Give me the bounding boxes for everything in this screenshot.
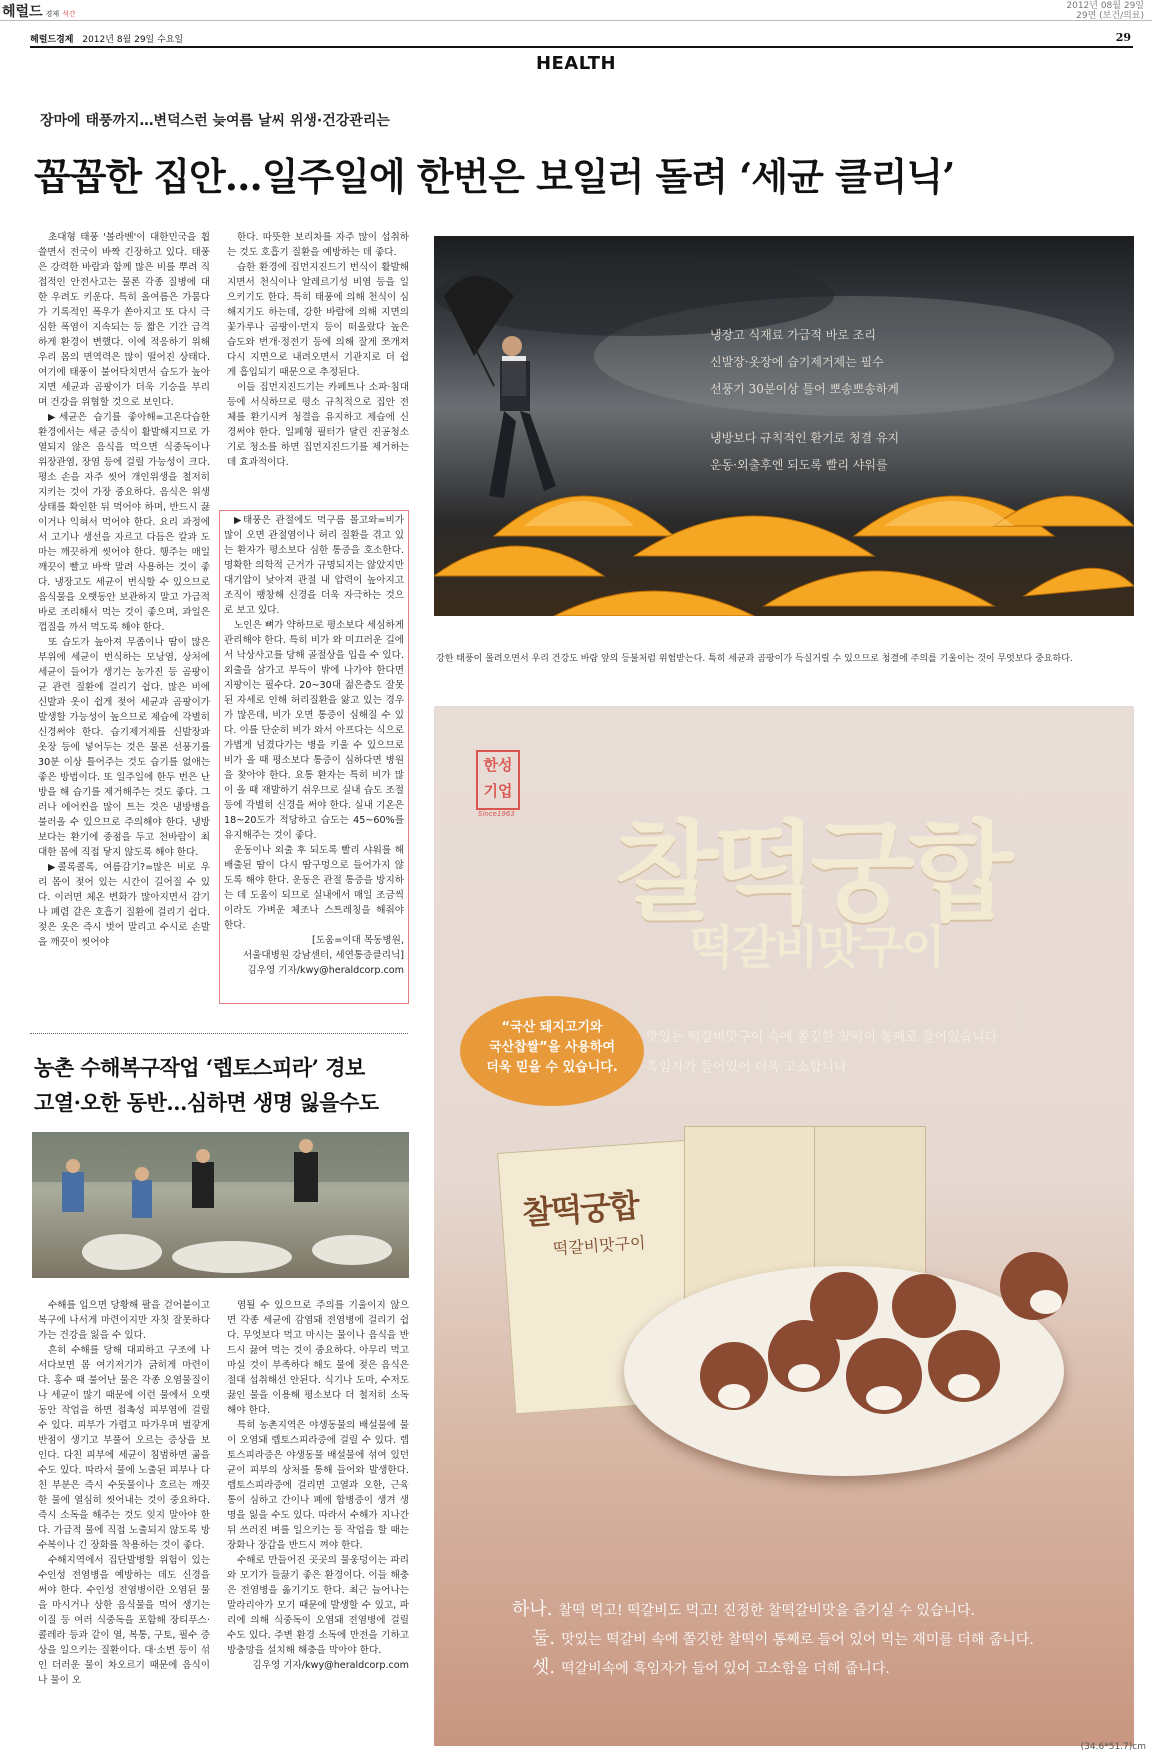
bullet-text: 찰떡 먹고! 떡갈비도 먹고! 진정한 찰떡갈비맛을 즐기실 수 있습니다.: [558, 1603, 975, 1619]
bubble-line: 국산찹쌀”을 사용하여: [488, 1040, 616, 1055]
paragraph: ▶콜록콜록, 여름감기?=많은 비로 우리 몸이 젖어 있는 시간이 길어질 수 있다. 이러면 체온 변화가 많아지면서 감기나 폐렴 같은 호흡기 질환에 걸리기 쉽다. 젖은 옷은 즉시 벗어 말리고 수시로 손발을 깨끗이 씻어야: [38, 862, 210, 948]
bullet-text: 떡갈비속에 흑임자가 들어 있어 고소함을 더해 줍니다.: [561, 1661, 890, 1677]
paragraph: 수해로 만들어진 곳곳의 물웅덩이는 파리와 모기가 들끓기 좋은 환경이다. 이들 해충은 전염병을 옮기기도 한다. 최근 늘어나는 말라리아가 모기 때문에 발생할 수 있고, 파리에 의해 식중독이 오염돼 전염병에 걸릴 수도 있다. 주변 환경 소독에 만전을 기하고 방충망을 설치해 해충을 막아야 한다.: [227, 1555, 409, 1656]
masthead-brand: 헤럴드경제: [30, 35, 74, 45]
byline: 김우영 기자/kwy@heraldcorp.com: [252, 1660, 409, 1671]
paragraph: 흔히 수해를 당해 대피하고 구조에 나서다보면 몸 여기저기가 긁히게 마련이다. 홍수 때 불어난 물은 각종 오염물질이나 세균이 많기 때문에 이런 물에서 오랫동안 작업을 하면 접촉성 피부염에 걸릴 수 있다. 피부가 가렵고 따가우며 벌갛게 반점이 생기고 부풀어 오르는 증상을 보인다. 다친 피부에 세균이 침범하면 곪을 수도 있다. 따라서 물에 노출된 피부나 다친 부분은 즉시 수돗물이나 흐르는 깨끗한 물에 열심히 씻어내는 것이 중요하다. 즉시 소독을 해주는 것도 잊지 말아야 한다. 가급적 물에 직접 노출되지 않도록 방수복이나 긴 장화를 착용하는 것이 좋다.: [38, 1345, 210, 1551]
byline: 김우영 기자/kwy@heraldcorp.com: [247, 965, 404, 976]
storm-umbrella-photo: [434, 236, 1134, 616]
page-number: 29: [1115, 31, 1131, 44]
ad-brand-title: 찰떡궁합: [614, 810, 1008, 936]
help-credit: [도움=이대 목동병원,: [311, 935, 404, 946]
brand-seal: 한성기업: [476, 750, 520, 810]
bullet-line: [532, 1654, 1034, 1683]
overlay-line: 운동·외출후엔 되도록 빨리 샤워를: [710, 458, 888, 472]
photo-caption: 강한 태풍이 몰려오면서 우리 건강도 바람 앞의 등불처럼 위험받는다. 특히 세균과 곰팡이가 득실거릴 수 있으므로 청결에 주의를 기울이는 것이 무엇보다 중요하다.: [436, 654, 1073, 664]
article-divider: [30, 1033, 408, 1034]
article1-kicker: 장마에 태풍까지…변덕스런 늦여름 날씨 위생·건강관리는: [40, 113, 390, 129]
paragraph: 한다. 따뜻한 보리차를 자주 많이 섭취하는 것도 호흡기 질환을 예방하는 데 좋다.: [227, 232, 409, 258]
masthead-date: 2012년 8월 29일 수요일: [82, 35, 184, 45]
rice-cake-illustration: [654, 1246, 1114, 1466]
bullet-line: [532, 1625, 1034, 1654]
article2-column-2: [227, 1298, 409, 1673]
overlay-line: 신발장·옷장에 습기제거제는 필수: [710, 355, 884, 369]
paragraph: 노인은 뼈가 약하므로 평소보다 세심하게 관리해야 한다. 특히 비가 와 미끄러운 길에서 낙상사고를 당해 골절상을 입을 수 있다. 외출을 삼가고 부득이 밖에 나가야 한다면 지팡이는 필수다. 20~30대 젊은층도 잘못된 자세로 인해 허리질환을 앓고 있는 경우가 많은데, 비가 오면 통증이 심해질 수 있다. 이를 단순히 비가 와서 아프다는 식으로 가볍게 넘겼다가는 병을 키울 수 있으므로 비가 올 때 평소보다 통증이 심하다면 병원을 찾아야 한다. 요통 환자는 특히 비가 많이 올 때 재발하기 쉬우므로 실내 습도 조절 등에 각별히 신경을 써야 한다. 실내 기온은 18~20도가 적당하고 습도는 45~60%를 유지해주는 것이 좋다.: [224, 620, 404, 841]
bubble-line: 더욱 믿을 수 있습니다.: [486, 1060, 618, 1075]
paragraph: 특히 농촌지역은 야생동물의 배설물에 물이 오염돼 렙토스피라증에 걸릴 수 있다. 렙토스피라증은 야생동물 배설물에 섞여 있던 균이 피부의 상처를 통해 들어와 발생한다. 렙토스피라증에 걸리면 고열과 오한, 근육통이 심하고 간이나 폐에 합병증이 생겨 생명을 잃을 수도 있다. 따라서 수해가 지나간 뒤 쓰러진 벼를 일으키는 등 작업을 할 때는 장화나 장갑을 반드시 껴야 한다.: [227, 1420, 409, 1551]
paragraph: ▶태풍은 관절에도 먹구름 몰고와=비가 많이 오면 관절염이나 허리 질환을 겪고 있는 환자가 평소보다 심한 통증을 호소한다. 명확한 의학적 근거가 규명되지는 않았지만 대기압이 낮아져 관절 내 압력이 높아지고 조직이 팽창해 신경을 더욱 자극하는 것으로 보고 있다.: [224, 515, 404, 616]
flood-recovery-photo: [32, 1132, 409, 1278]
package-label-sub: 떡갈비맛구이: [552, 1232, 647, 1259]
overlay-line: 선풍기 30분이상 틀어 뽀송뽀송하게: [710, 382, 900, 396]
bullet-text: 맛있는 떡갈비 속에 쫄깃한 찰떡이 통째로 들어 있어 먹는 재미를 더해 줍니다.: [561, 1632, 1034, 1648]
paragraph: 수해지역에서 집단발병할 위험이 있는 수인성 전염병을 예방하는 데도 신경을 써야 한다. 수인성 전염병이란 오염된 물을 마시거나 상한 음식물을 먹어 생기는 이질 등 여러 식중독을 포함해 장티푸스·콜레라 등과 같이 열, 복통, 구토, 필수 증상을 일으키는 질환이다. 대·소변 등이 섞인 더러운 물이 차오르기 때문에 음식이나 물이 오: [38, 1555, 210, 1686]
article1-column-1: [38, 230, 210, 950]
newspaper-logo: 헤럴드 경제 석간: [2, 4, 76, 20]
issue-meta: [1066, 1, 1144, 21]
ad-bottom-bullets: [512, 1596, 1034, 1683]
photo-overlay-text: [710, 322, 899, 479]
bullet-number: 셋.: [532, 1657, 556, 1678]
issue-date: 2012년 08월 29일: [1066, 1, 1144, 11]
highlight-box: [219, 510, 409, 1004]
overlay-line: 냉방보다 규칙적인 환기로 청결 유지: [710, 431, 900, 445]
bullet-number: 둘.: [532, 1628, 556, 1649]
top-bar: [0, 0, 1152, 21]
food-advertisement: [434, 706, 1134, 1746]
since-label: Since1963: [478, 810, 515, 818]
ad-description-1: 맛있는 떡갈비맛구이 속에 쫄깃한 찰떡이 통째로 들어있습니다: [646, 1030, 998, 1045]
ad-speech-bubble: [460, 996, 644, 1106]
article2-subheadline: 고열·오한 동반…심하면 생명 잃을수도: [34, 1090, 379, 1115]
workers-illustration: [32, 1132, 409, 1278]
bubble-line: “국산 돼지고기와: [501, 1020, 603, 1035]
article2-column-1: [38, 1298, 210, 1688]
overlay-line: 냉장고 식재료 가급적 바로 조리: [710, 328, 876, 342]
package-label: 찰떡궁합: [521, 1186, 640, 1233]
paragraph: 수해를 입으면 당황해 팔을 걷어붙이고 복구에 나서게 마련이지만 자칫 잘못하다가는 건강을 잃을 수 있다.: [38, 1300, 210, 1341]
article1-headline: 꼽꼽한 집안…일주일에 한번은 보일러 돌려 ‘세균 클리닉’: [34, 154, 955, 199]
article1-column-2: [227, 230, 409, 470]
ad-description-2: 흑임자가 들어있어 더욱 고소합니다: [646, 1060, 847, 1075]
article2-headline: 농촌 수해복구작업 ‘렙토스피라’ 경보: [34, 1055, 365, 1080]
page-info: 29면 (보건/의료): [1076, 11, 1144, 21]
masthead: [30, 32, 1133, 48]
paragraph: 염될 수 있으므로 주의를 기울이지 않으면 각종 세균에 감염돼 전염병에 걸리기 쉽다. 무엇보다 먹고 마시는 물이나 음식을 반드시 끓여 먹는 것이 중요하다. 아무리 먹고 마실 것이 부족하다 해도 물에 젖은 음식은 절대 섭취해선 안된다. 식기나 도마, 수저도 끓인 물을 이용해 평소보다 더 철저히 소독해야 한다.: [227, 1300, 409, 1416]
paragraph: 또 습도가 높아져 무좀이나 땀이 많은 부위에 세균이 번식하는 모낭염, 상처에 세균이 들어가 생기는 농가진 등 곰팡이균 관련 질환에 걸리기 쉽다. 많은 비에 신발과 옷이 쉽게 젖어 세균과 곰팡이가 발생할 가능성이 높으므로 제습에 각별히 신경써야 한다. 습기제거제를 신발장과 옷장 등에 넣어두는 것은 물론 선풍기를 30분 이상 틀어주는 것도 습기를 없애는 좋은 방법이다. 또 일주일에 한두 번은 난방을 해 습기를 제거해주는 것도 좋다. 그러나 에어컨을 많이 트는 것은 냉방병을 불러올 수 있으므로 주의해야 한다. 냉방보다는 환기에 중점을 두고 천바람이 최대한 몸에 직접 닿지 않도록 해야 한다.: [38, 637, 210, 858]
paragraph: 운동이나 외출 후 되도록 빨리 샤워를 해 배출된 땀이 다시 땀구멍으로 들어가지 않도록 해야 한다. 운동은 관절 통증을 방지하는 데 도움이 되므로 실내에서 매일 조금씩이라도 가벼운 체조나 스트레칭을 해줘야 한다.: [224, 845, 404, 931]
help-credit-2: 서울대병원 강남센터, 세연통증클리닉]: [242, 950, 404, 961]
ad-brand-subtitle: 떡갈비맛구이: [689, 920, 944, 974]
paragraph: 초대형 태풍 '볼라벤'이 대한민국을 휩쓸면서 전국이 바짝 긴장하고 있다. 태풍은 강력한 바람과 함께 많은 비를 뿌려 직접적인 안전사고는 물론 각종 질병에 대한 우려도 키운다. 특히 올여름은 가뭄다가 기록적인 폭우가 쏟아지고 또 다시 극심한 폭염이 지속되는 등 짧은 기간 급격하게 환경이 변했다. 이에 적응하기 위해 우리 몸의 면역력은 많이 떨어진 상태다. 여기에 태풍이 불어닥치면서 습도가 높아지면 세균과 곰팡이가 더욱 기승을 부리며 건강을 위협할 것으로 보인다.: [38, 232, 210, 408]
paragraph: ▶세균은 습기를 좋아해=고온다습한 환경에서는 세균 증식이 활발해지므로 가열되지 않은 음식을 먹으면 식중독이나 위장관염, 장염 등에 걸릴 가능성이 크다. 평소 손을 자주 씻어 개인위생을 철저히 지키는 것이 가장 중요하다. 음식은 위생상태를 확인한 뒤 먹어야 하며, 반드시 끓이거나 익혀서 먹어야 한다. 요리 과정에서 고기나 생선을 자르고 다듬은 칼과 도마는 깨끗하게 씻어야 한다. 행주는 매일 깨끗이 빨고 바싹 말려 사용하는 것이 좋다. 냉장고도 세균이 번식할 수 있으므로 음식물을 오랫동안 보관하지 말고 가급적 바로 조리해서 먹는 것이 좋으며, 과일은 껍질을 까서 먹도록 해야 한다.: [38, 412, 210, 633]
paragraph: 이들 집먼지진드기는 카페트나 소파·침대 등에 서식하므로 평소 규칙적으로 집안 전체를 환기시켜 청결을 유지하고 제습에 신경써야 한다. 일폐형 필터가 달린 진공청소기로 청소를 하면 집먼지진드기를 제거하는 데 효과적이다.: [227, 382, 409, 468]
print-size: (34.6*51.7)cm: [1080, 1742, 1146, 1752]
section-title: HEALTH: [535, 53, 617, 74]
bullet-number: 하나.: [512, 1599, 553, 1620]
paragraph: 습한 환경에 집먼지진드기 번식이 활발해지면서 천식이나 알레르기성 비염 등을 일으키기도 한다. 특히 태풍에 의해 천식이 심해지기도 하는데, 강한 바람에 의해 지면의 꽃가루나 곰팡이·먼지 등이 떠올랐다 높은 습도와 번개·정전기 등에 의해 잘게 쪼개져 다시 지면으로 내려오면서 기관지로 더 쉽게 흡입되기 때문으로 추정된다.: [227, 262, 409, 378]
bullet-line: [512, 1596, 1034, 1625]
